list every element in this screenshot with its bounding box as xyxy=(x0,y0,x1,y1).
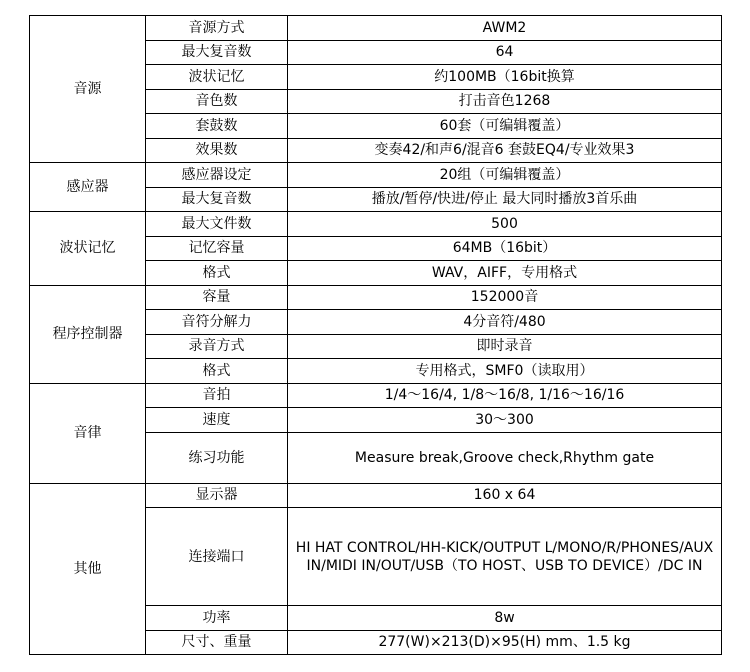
row-value: 152000音 xyxy=(288,285,722,310)
row-value: 30～300 xyxy=(288,408,722,433)
table-row xyxy=(30,285,722,310)
row-value: 60套（可编辑覆盖） xyxy=(288,114,722,139)
table-row xyxy=(30,483,722,508)
group-label: 感应器 xyxy=(30,163,146,212)
row-value xyxy=(288,508,722,606)
row-label: 音符分解力 xyxy=(146,310,288,335)
row-value-line: IN/MIDI IN/OUT/USB（TO HOST、USB TO DEVICE）/DC IN xyxy=(306,557,703,574)
group-label: 程序控制器 xyxy=(30,285,146,383)
row-label: 连接端口 xyxy=(146,508,288,606)
row-label: 音色数 xyxy=(146,89,288,114)
row-value: 即时录音 xyxy=(288,334,722,359)
row-label: 套鼓数 xyxy=(146,114,288,139)
row-label: 效果数 xyxy=(146,138,288,163)
row-value: 277(W)×213(D)×95(H) mm、1.5 kg xyxy=(288,630,722,655)
row-label: 音源方式 xyxy=(146,16,288,41)
row-label: 显示器 xyxy=(146,483,288,508)
row-value: 20组（可编辑覆盖） xyxy=(288,163,722,188)
row-label: 格式 xyxy=(146,359,288,384)
row-label: 音拍 xyxy=(146,383,288,408)
row-value: 变奏42/和声6/混音6 套鼓EQ4/专业效果3 xyxy=(288,138,722,163)
row-value: 4分音符/480 xyxy=(288,310,722,335)
row-value: 播放/暂停/快进/停止 最大同时播放3首乐曲 xyxy=(288,187,722,212)
row-label: 速度 xyxy=(146,408,288,433)
row-label: 记忆容量 xyxy=(146,236,288,261)
table-row xyxy=(30,16,722,41)
group-label: 音律 xyxy=(30,383,146,483)
row-value: 约100MB（16bit换算 xyxy=(288,65,722,90)
row-value: 打击音色1268 xyxy=(288,89,722,114)
group-label: 波状记忆 xyxy=(30,212,146,286)
group-label: 其他 xyxy=(30,483,146,655)
row-value: 1/4～16/4, 1/8～16/8, 1/16～16/16 xyxy=(288,383,722,408)
spec-table xyxy=(29,15,722,655)
table-row xyxy=(30,383,722,408)
row-label: 录音方式 xyxy=(146,334,288,359)
row-label: 功率 xyxy=(146,606,288,631)
row-value: 64 xyxy=(288,40,722,65)
row-label: 容量 xyxy=(146,285,288,310)
row-label: 最大复音数 xyxy=(146,40,288,65)
row-value: WAV，AIFF，专用格式 xyxy=(288,261,722,286)
row-value-line: HI HAT CONTROL/HH-KICK/OUTPUT L/MONO/R/PHONES/AUX xyxy=(295,539,714,556)
row-value: 8w xyxy=(288,606,722,631)
row-value: Measure break,Groove check,Rhythm gate xyxy=(288,432,722,483)
row-value: 64MB（16bit） xyxy=(288,236,722,261)
row-label: 格式 xyxy=(146,261,288,286)
row-label: 感应器设定 xyxy=(146,163,288,188)
row-label: 最大复音数 xyxy=(146,187,288,212)
row-value: 160 x 64 xyxy=(288,483,722,508)
table-row xyxy=(30,163,722,188)
row-label: 练习功能 xyxy=(146,432,288,483)
row-label: 尺寸、重量 xyxy=(146,630,288,655)
group-label: 音源 xyxy=(30,16,146,163)
row-value: 专用格式，SMF0（读取用） xyxy=(288,359,722,384)
row-label: 波状记忆 xyxy=(146,65,288,90)
table-row xyxy=(30,212,722,237)
row-value: AWM2 xyxy=(288,16,722,41)
row-label: 最大文件数 xyxy=(146,212,288,237)
row-value: 500 xyxy=(288,212,722,237)
